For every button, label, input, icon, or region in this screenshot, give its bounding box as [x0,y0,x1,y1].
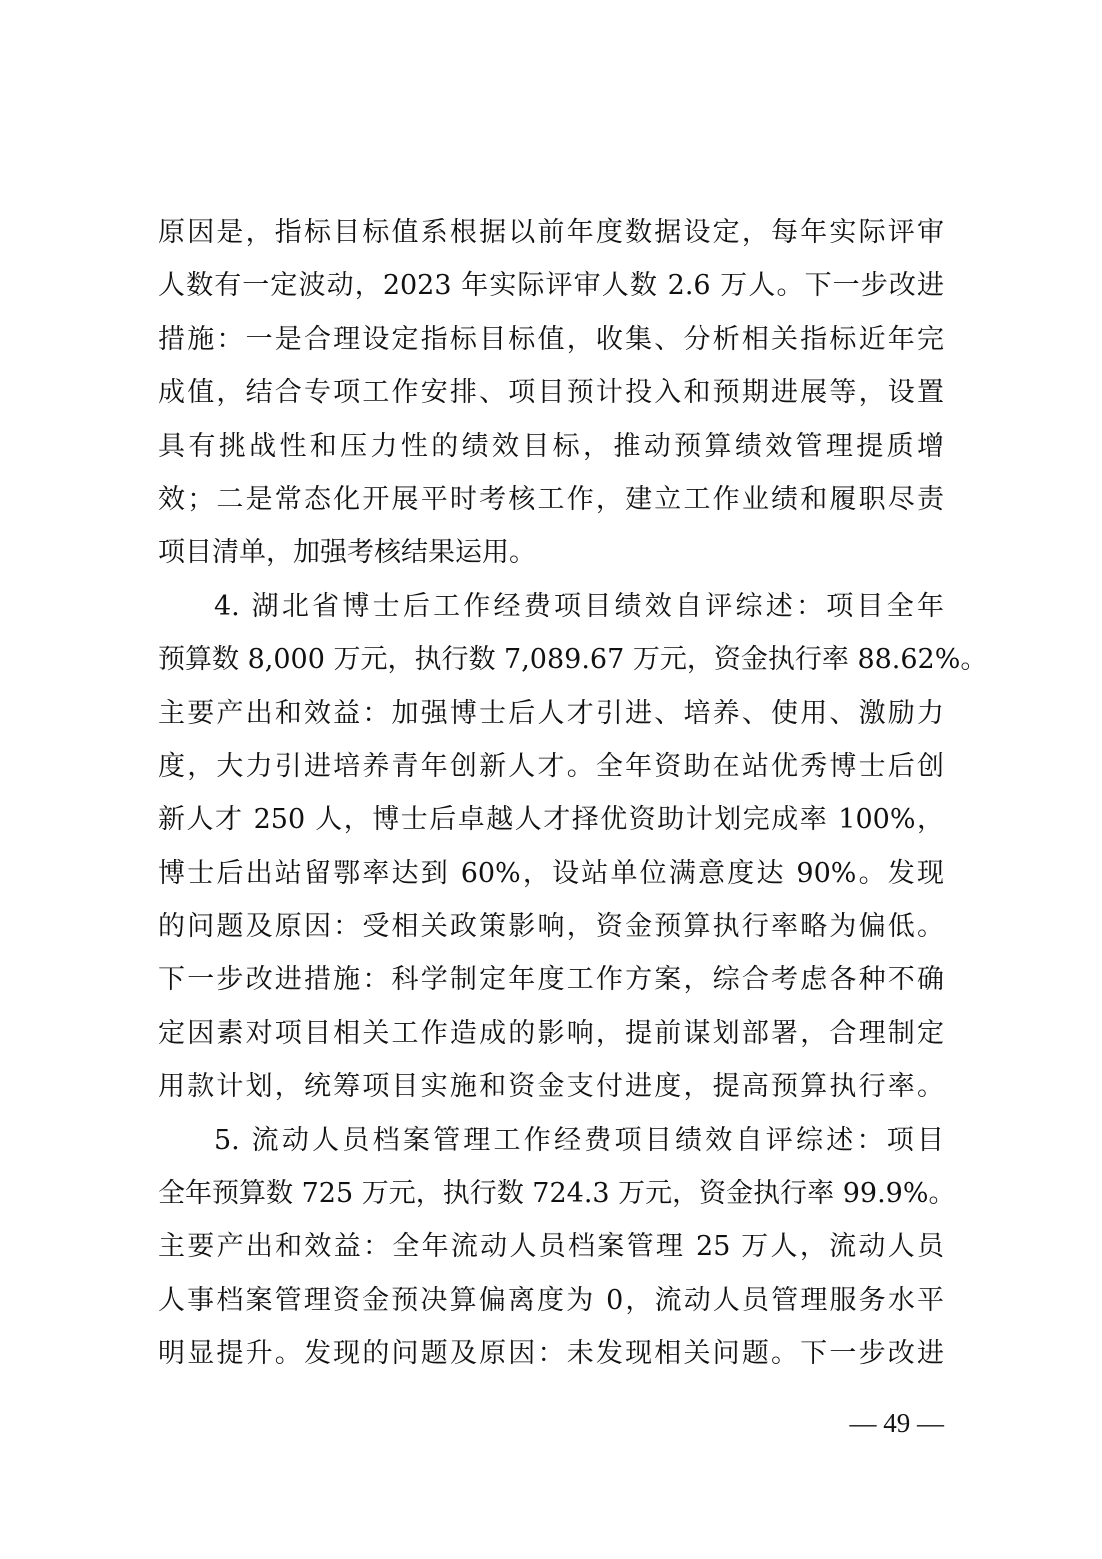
text-line: 新人才 250 人，博士后卓越人才择优资助计划完成率 100%， [158,804,944,836]
text-line: 主要产出和效益：加强博士后人才引进、培养、使用、激励力 [158,697,944,729]
text-line: 明显提升。发现的问题及原因：未发现相关问题。下一步改进 [158,1338,944,1370]
text-line: 定因素对项目相关工作造成的影响，提前谋划部署，合理制定 [158,1017,944,1049]
text-line: 博士后出站留鄂率达到 60%，设站单位满意度达 90%。发现 [158,857,944,889]
paragraph-heading-line: 5. 流动人员档案管理工作经费项目绩效自评综述：项目 [214,1124,944,1156]
text-line: 下一步改进措施：科学制定年度工作方案，综合考虑各种不确 [158,964,944,996]
body-text [158,206,988,1381]
text-line: 效；二是常态化开展平时考核工作，建立工作业绩和履职尽责 [158,483,944,515]
paragraph-heading-line: 4. 湖北省博士后工作经费项目绩效自评综述：项目全年 [214,590,944,622]
paragraph-item-4 [158,580,988,1114]
paragraph-continuation [158,206,944,580]
text-line: 项目清单，加强考核结果运用。 [158,537,536,569]
text-line: 人数有一定波动，2023 年实际评审人数 2.6 万人。下一步改进 [158,270,944,302]
text-line: 原因是，指标目标值系根据以前年度数据设定，每年实际评审 [158,217,944,248]
text-line: 成值，结合专项工作安排、项目预计投入和预期进展等，设置 [158,377,944,409]
text-line: 具有挑战性和压力性的绩效目标，推动预算绩效管理提质增 [158,430,944,462]
page-number: — 49 — [849,1408,944,1438]
text-line: 全年预算数 725 万元，执行数 724.3 万元，资金执行率 99.9%。 [158,1178,956,1210]
paragraph-item-5 [158,1114,956,1381]
text-line: 措施：一是合理设定指标目标值，收集、分析相关指标近年完 [158,323,944,355]
text-line: 的问题及原因：受相关政策影响，资金预算执行率略为偏低。 [158,911,944,943]
text-line: 主要产出和效益：全年流动人员档案管理 25 万人，流动人员 [158,1231,944,1263]
text-line: 度，大力引进培养青年创新人才。全年资助在站优秀博士后创 [158,750,944,782]
text-line: 人事档案管理资金预决算偏离度为 0，流动人员管理服务水平 [158,1284,944,1316]
text-line: 用款计划，统筹项目实施和资金支付进度，提高预算执行率。 [158,1071,944,1103]
text-line: 预算数 8,000 万元，执行数 7,089.67 万元，资金执行率 88.62%。 [158,644,988,676]
